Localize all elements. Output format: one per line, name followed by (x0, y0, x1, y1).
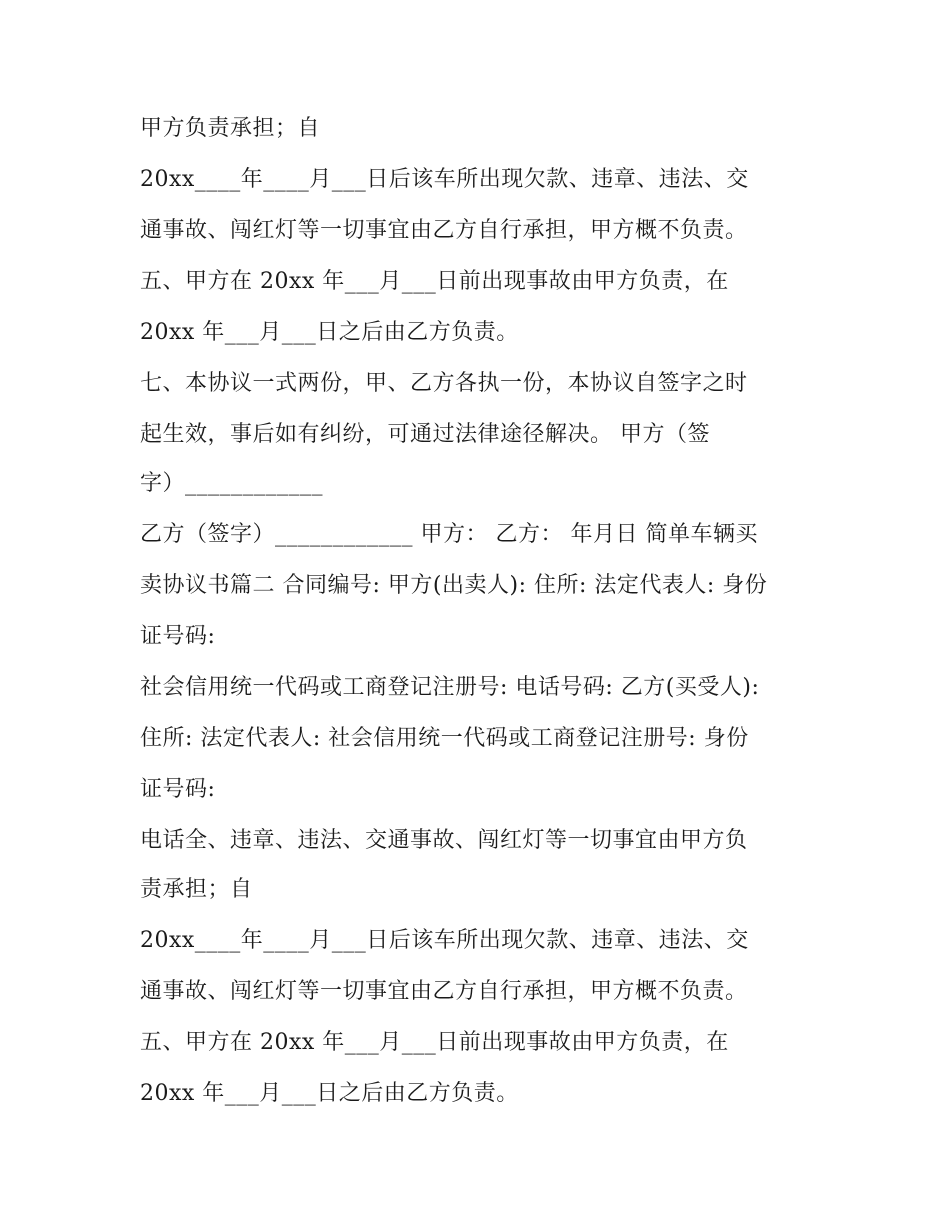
text-line: 七、本协议一式两份，甲、乙方各执一份，本协议自签字之时 (140, 371, 748, 396)
text-line: 住所: 法定代表人: 社会信用统一代码或工商登记注册号: 身份 (140, 726, 749, 751)
text-line: 五、甲方在 20xx 年___月___日前出现事故由甲方负责，在 (140, 269, 729, 294)
text-line: 字）____________ (140, 471, 324, 496)
text-line: 通事故、闯红灯等一切事宜由乙方自行承担，甲方概不负责。 (140, 218, 748, 243)
text-line: 卖协议书篇二 合同编号: 甲方(出卖人): 住所: 法定代表人: 身份 (140, 573, 768, 598)
text-line: 乙方（签字）____________ 甲方： 乙方： 年月日 简单车辆买 (140, 522, 758, 547)
text-line: 20xx 年___月___日之后由乙方负责。 (140, 1081, 519, 1106)
text-line: 五、甲方在 20xx 年___月___日前出现事故由甲方负责，在 (140, 1030, 729, 1055)
text-line: 通事故、闯红灯等一切事宜由乙方自行承担，甲方概不负责。 (140, 979, 748, 1004)
text-line: 起生效，事后如有纠纷，可通过法律途径解决。 甲方（签 (140, 422, 710, 447)
text-line: 20xx 年___月___日之后由乙方负责。 (140, 320, 519, 345)
text-line: 责承担；自 (140, 877, 253, 902)
text-line: 20xx____年____月___日后该车所出现欠款、违章、违法、交 (140, 167, 749, 192)
text-line: 社会信用统一代码或工商登记注册号: 电话号码: 乙方(买受人): (140, 675, 760, 700)
text-line: 20xx____年____月___日后该车所出现欠款、违章、违法、交 (140, 928, 749, 953)
text-line: 甲方负责承担；自 (140, 116, 321, 141)
text-line: 证号码: (140, 624, 216, 649)
text-line: 电话全、违章、违法、交通事故、闯红灯等一切事宜由甲方负 (140, 828, 748, 853)
text-line: 证号码: (140, 777, 216, 802)
